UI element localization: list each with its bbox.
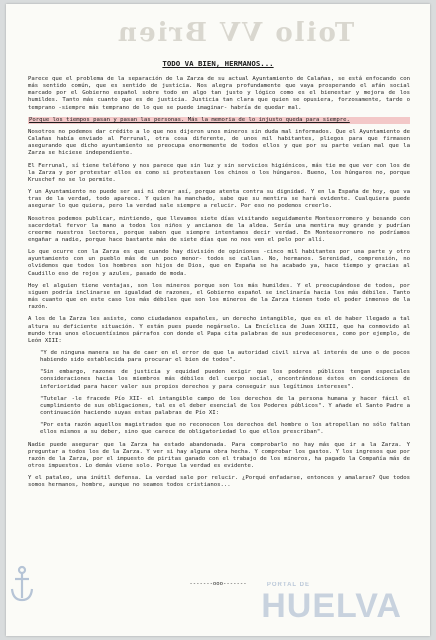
paragraph: Y un Ayuntamiento no puede ser así ni obrar así, porque atenta contra su dignidad. Y en la España de hoy, que va tras de la verdad, todo aparece. Y quien ha manchado, sabe que su mentira se hará evidente. Cualquiera puede asegurar lo que quiera, pero la verdad sale siempre a relucir. Por eso no podemos creerlo. <box>28 189 410 210</box>
watermark-small: PORTAL DE <box>266 582 310 588</box>
document-title: TODO VA BIEN, HERMANOS... <box>162 59 274 68</box>
anchor-icon <box>9 564 35 604</box>
paragraph: Nosotros no podemos dar crédito a lo que nos dijeron unos mineros sin duda mal informados. Que el Ayuntamiento de Calañas había enviado al Ferrunal, otra cosa diferente, de unos mil habitantes, pliegos para que firmasen asegurando que dicho ayuntamiento se preocupa enormemente de todos ellos y que por su parte veían mal que la Zarza se hiciese independiente. <box>28 128 410 157</box>
paragraph: El Ferrunal, sí tiene teléfono y nos parece que sin luz y sin servicios higiénicos, más tie me que ver con los de la Zarza y por protestar ellos es como si protestasen los chinos o los húngaros. Bueno, los húngaros no, porque Kruschef no se lo permite. <box>28 162 410 183</box>
paragraph: Nadie puede asegurar que la Zarza ha estado abandonada. Para comprobarlo no hay más que ir a la Zarza. Y preguntar a todos los de la Zarza. Y ver si hay alguna obra hecha. Y comprobar los gastos. Y los ingresos que por razón de la Zarza, por el impuesto de piritas ganado con el trabajo de los mineros, ha pagado la Compañía más de otros impuestos. Lo demás viene solo. Porque la verdad es evidente. <box>28 441 410 470</box>
watermark-huelva: HUELVA <box>261 587 402 625</box>
paragraph: A los de la Zarza les asiste, como ciudadanos españoles, un derecho intangible, que es el de haber llegado a tal altura su deficiente situación. Y están pues puede negárselo. La Encíclica de Juan XXIII, que ha conmovido al mundo tras unos elocuentísimos párrafos con donde el Papa cita palabras de sus predecesores, como por ejemplo, de León XIII: <box>28 316 410 344</box>
quote-paragraph: "Y de ninguna manera se ha de caer en el error de que la autoridad civil sirva al interés de uno o de pocos habiendo sido establecida para procurar el bien de todos". <box>40 350 410 364</box>
quote-paragraph: "Sin embargo, razones de justicia y equidad pueden exigir que los poderes públicos tengan especiales consideraciones hacia los miembros más débiles del cuerpo social, encontrándose éstos en condiciones de inferioridad para hacer valer sus propios derechos y para conseguir sus legítimos intereses". <box>40 369 410 390</box>
separator: -------ooo------- <box>189 581 247 587</box>
paragraph: Hoy el alguien tiene ventajas, son los mineros porque son los más humildes. Y el preocupándose de todos, por siguen podría inclinarse en igualdad de razones, el Gobierno español se inclinaría hacia los más débiles. Tanto más cuanto que en este caso los más débiles que son los mineros de la Zarza tienen todo el poder inmenso de la razón. <box>28 282 410 311</box>
document-page <box>6 4 430 636</box>
quote-paragraph: "Por esta razón aquellos magistrados que no reconocen los derechos del hombre o los atropellan no sólo faltan ellos mismos a su deber, sino que carece de obligatoriedad lo que ellos prescriban". <box>40 422 410 436</box>
bleed-through-text: Toilo VV Brien <box>116 18 355 48</box>
paragraph: Lo que ocurre con la Zarza es que cuando hay división de opiniones -cinco mil habitantes por una parte y otro ayuntamiento con un pueblo más de un poco menor- todos se callan. No, hermanos. Serenidad, comprensión, no olvidemos que todos los hombres son hijos de Dios, que en España se ha acabado ya, hace tiempo y gracias al Caudillo eso de rojos y azules, pasado de moda. <box>28 249 410 277</box>
paragraph: Nosotros podemos publicar, mintiendo, que llevamos siete días visitando seguidamente Montesorromero y besando con sacerdotal fervor la mano a todos los niños y ancianos de la aldea. Sería una mentira muy grande y pudrían creerme nuestros lectores, porque saben que siempre intentamos decir verdad. En Montesorromero no podríamos engañar a nadie, porque hace bastante más de siete días que no nos ven el pelo por allí. <box>28 215 410 243</box>
quote-paragraph: "Tutelar -le fracede Pío XII- el intangible campo de los derechos de la persona humana y hacer fácil el cumplimiento de sus obligaciones, tal es el deber esencial de los Poderes públicos". Y añade el Santo Padre a continuación haciendo suyas estas palabras de Pío XI: <box>40 395 410 417</box>
paragraph-highlighted: Porque los tiempos pasan y pasan las personas. Más la memoria de lo injusto queda para siempre. <box>28 117 410 124</box>
document-body <box>28 76 410 495</box>
paragraph: Parece que el problema de la separación de la Zarza de su actual Ayuntamiento de Calañas, se está enfocando con más sentido común, que es sentido de justicia. Nos alegra profundamente que vaya prosperando el afán social marcado por el Gobierno español sobre todo en algo tan justo y lógico como es el bienestar y mejora de los humildes. Tanto más cuanto que es de justicia. Justicia tan clara que quien se opusiera, forzosamente, tarde o temprano -siempre más temprano de lo que se puede imaginar- habría de quedar mal. <box>28 76 410 111</box>
paragraph: Y el pataleo, una inútil defensa. La verdad sale por relucir. ¿Porqué enfadarse, entonces y amalarse? Que todos somos hermanos, hombre, aunque no seamos todos cristianos... <box>28 475 410 489</box>
